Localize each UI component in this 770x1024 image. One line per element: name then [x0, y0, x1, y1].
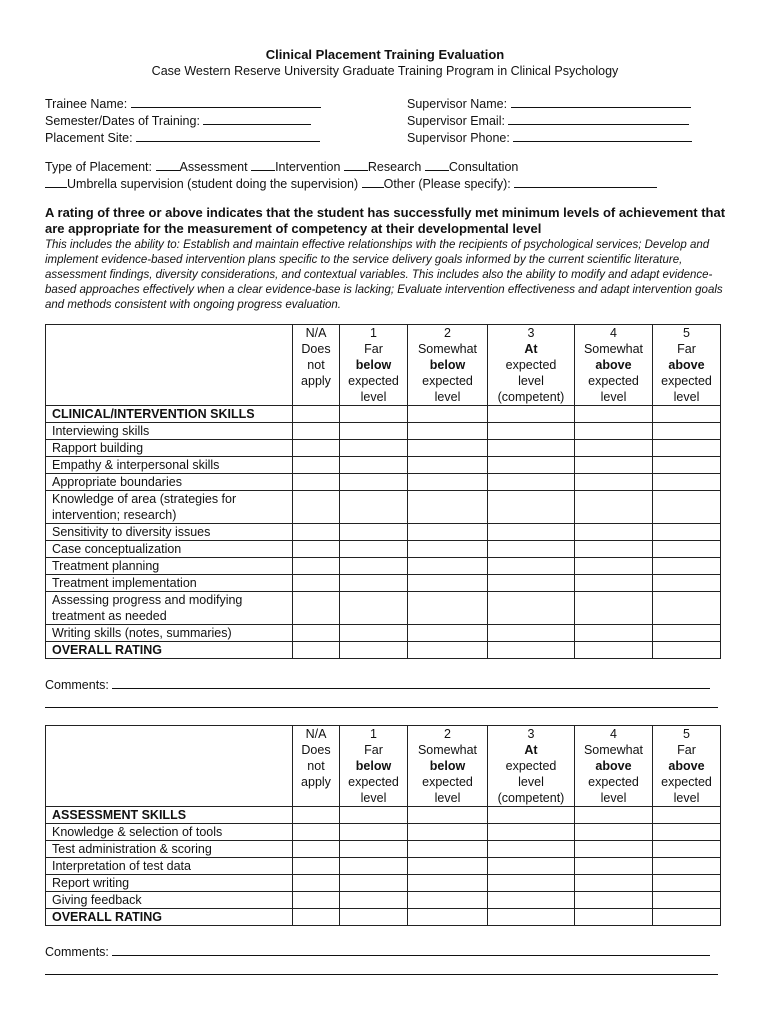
rating-cell[interactable]	[575, 841, 653, 858]
rating-cell[interactable]	[293, 841, 340, 858]
rating-cell[interactable]	[408, 575, 488, 592]
scale-2-header: 2 Somewhat below expected level	[408, 726, 488, 807]
rating-cell[interactable]	[488, 491, 575, 524]
skill-label: Assessing progress and modifying treatment as needed	[46, 592, 293, 625]
rating-cell[interactable]	[653, 406, 721, 423]
rating-cell[interactable]	[575, 524, 653, 541]
skill-label: Rapport building	[46, 440, 293, 457]
trainee-name-field[interactable]	[131, 96, 321, 108]
rating-cell[interactable]	[293, 892, 340, 909]
supervisor-name-label: Supervisor Name:	[407, 97, 508, 111]
rating-cell[interactable]	[653, 491, 721, 524]
table-row	[46, 824, 721, 841]
comments-label: Comments:	[45, 945, 109, 959]
rating-cell[interactable]	[408, 642, 488, 659]
scale-na-header: N/A Does not apply	[293, 726, 340, 807]
supervisor-phone-label: Supervisor Phone:	[407, 131, 510, 145]
table-row	[46, 558, 721, 575]
rating-cell[interactable]	[408, 892, 488, 909]
rating-cell[interactable]	[488, 909, 575, 926]
table-row	[46, 575, 721, 592]
assessment-checkbox[interactable]	[156, 159, 180, 171]
rating-cell[interactable]	[575, 558, 653, 575]
rating-cell[interactable]	[340, 524, 408, 541]
placement-type	[45, 159, 657, 193]
rating-cell[interactable]	[293, 457, 340, 474]
research-option-label: Research	[367, 160, 422, 174]
rating-cell[interactable]	[340, 457, 408, 474]
table-row	[46, 892, 721, 909]
umbrella-checkbox[interactable]	[45, 176, 67, 188]
rating-cell[interactable]	[340, 625, 408, 642]
skill-label: Interviewing skills	[46, 423, 293, 440]
rating-cell[interactable]	[408, 457, 488, 474]
rating-cell[interactable]	[340, 824, 408, 841]
rating-cell[interactable]	[488, 575, 575, 592]
rating-cell[interactable]	[653, 807, 721, 824]
rating-cell[interactable]	[653, 592, 721, 625]
other-checkbox[interactable]	[362, 176, 384, 188]
rating-cell[interactable]	[408, 524, 488, 541]
scale-header-row	[46, 726, 721, 807]
placement-type-label: Type of Placement:	[45, 160, 153, 174]
rating-cell[interactable]	[488, 423, 575, 440]
rating-cell[interactable]	[653, 558, 721, 575]
section-heading-row	[46, 406, 721, 423]
rating-cell[interactable]	[488, 892, 575, 909]
rating-cell[interactable]	[575, 491, 653, 524]
table-row	[46, 625, 721, 642]
overall-rating-row	[46, 909, 721, 926]
supervisor-phone-field[interactable]	[513, 130, 692, 142]
rating-cell[interactable]	[293, 491, 340, 524]
assessment-comments-line[interactable]	[45, 974, 718, 975]
rating-cell[interactable]	[653, 892, 721, 909]
rating-cell[interactable]	[340, 423, 408, 440]
rating-cell[interactable]	[488, 642, 575, 659]
skill-label: Appropriate boundaries	[46, 474, 293, 491]
rating-cell[interactable]	[575, 575, 653, 592]
rating-cell[interactable]	[653, 642, 721, 659]
skill-label: Treatment planning	[46, 558, 293, 575]
scale-4-header: 4 Somewhat above expected level	[575, 325, 653, 406]
rating-cell[interactable]	[653, 625, 721, 642]
rating-cell[interactable]	[408, 858, 488, 875]
table-row	[46, 541, 721, 558]
skill-label: Case conceptualization	[46, 541, 293, 558]
assessment-comments	[45, 944, 710, 959]
rating-cell[interactable]	[408, 909, 488, 926]
rating-cell[interactable]	[488, 524, 575, 541]
rating-cell[interactable]	[488, 858, 575, 875]
table-row	[46, 491, 721, 524]
table-row	[46, 841, 721, 858]
rating-cell[interactable]	[293, 625, 340, 642]
assessment-comments-field[interactable]	[112, 944, 710, 956]
research-checkbox[interactable]	[344, 159, 368, 171]
table-row	[46, 592, 721, 625]
rating-cell[interactable]	[653, 875, 721, 892]
clinical-skills-table	[45, 324, 721, 659]
rating-cell[interactable]	[408, 558, 488, 575]
skill-label: Interpretation of test data	[46, 858, 293, 875]
rating-cell[interactable]	[575, 642, 653, 659]
rating-cell[interactable]	[293, 807, 340, 824]
rating-cell[interactable]	[293, 541, 340, 558]
table-row	[46, 423, 721, 440]
rating-cell[interactable]	[488, 625, 575, 642]
rating-cell[interactable]	[340, 909, 408, 926]
skill-label: Giving feedback	[46, 892, 293, 909]
trainee-name-label: Trainee Name:	[45, 97, 128, 111]
rating-cell[interactable]	[488, 558, 575, 575]
rating-cell[interactable]	[293, 524, 340, 541]
rating-cell[interactable]	[488, 457, 575, 474]
rating-cell[interactable]	[293, 642, 340, 659]
rating-cell[interactable]	[575, 875, 653, 892]
intervention-option-label: Intervention	[275, 160, 341, 174]
competency-description: This includes the ability to: Establish and maintain effective relationships with the recipients of psychological services; Develop and implement evidence-based intervention plans specific to the service delivery goals informed by the current scientific literature, assessment findings, diversity considerations, and contextual variables. This includes also the ability to modify and adapt evidence-based approaches effectively when a clear evidence-base is lacking; Evaluate intervention effectiveness and adapt intervention goals and methods consistent with ongoing progress evaluation.	[45, 239, 723, 311]
skill-label: Sensitivity to diversity issues	[46, 524, 293, 541]
rating-cell[interactable]	[575, 541, 653, 558]
supervisor-name-field[interactable]	[511, 96, 691, 108]
rating-cell[interactable]	[653, 440, 721, 457]
rating-cell[interactable]	[340, 642, 408, 659]
rating-cell[interactable]	[653, 909, 721, 926]
scale-1-header: 1 Far below expected level	[340, 726, 408, 807]
rating-cell[interactable]	[575, 858, 653, 875]
rating-cell[interactable]	[653, 858, 721, 875]
rating-cell[interactable]	[653, 474, 721, 491]
rating-cell[interactable]	[488, 592, 575, 625]
rating-cell[interactable]	[575, 457, 653, 474]
supervisor-email-label: Supervisor Email:	[407, 114, 505, 128]
section-heading-row	[46, 807, 721, 824]
rating-cell[interactable]	[293, 423, 340, 440]
intervention-checkbox[interactable]	[251, 159, 275, 171]
rating-cell[interactable]	[575, 474, 653, 491]
rating-cell[interactable]	[488, 807, 575, 824]
consultation-option-label: Consultation	[448, 160, 519, 174]
table-row	[46, 474, 721, 491]
rating-cell[interactable]	[575, 625, 653, 642]
rating-cell[interactable]	[340, 858, 408, 875]
rating-cell[interactable]	[408, 440, 488, 457]
rating-cell[interactable]	[653, 841, 721, 858]
rating-cell[interactable]	[293, 858, 340, 875]
other-option-label: Other (Please specify):	[383, 177, 511, 191]
rating-cell[interactable]	[408, 875, 488, 892]
rating-cell[interactable]	[340, 440, 408, 457]
rating-cell[interactable]	[653, 524, 721, 541]
consultation-checkbox[interactable]	[425, 159, 449, 171]
rating-cell[interactable]	[575, 807, 653, 824]
comments-label: Comments:	[45, 678, 109, 692]
rating-cell[interactable]	[340, 541, 408, 558]
rating-cell[interactable]	[575, 824, 653, 841]
rating-cell[interactable]	[340, 841, 408, 858]
rating-cell[interactable]	[293, 909, 340, 926]
rating-cell[interactable]	[293, 875, 340, 892]
rating-cell[interactable]	[293, 474, 340, 491]
rating-cell[interactable]	[408, 541, 488, 558]
rating-cell[interactable]	[575, 406, 653, 423]
form-subtitle: Case Western Reserve University Graduate Training Program in Clinical Psychology	[151, 64, 619, 78]
rating-cell[interactable]	[575, 423, 653, 440]
rating-cell[interactable]	[293, 558, 340, 575]
overall-rating-row	[46, 642, 721, 659]
rating-cell[interactable]	[653, 423, 721, 440]
skill-label: Writing skills (notes, summaries)	[46, 625, 293, 642]
scale-3-header: 3 At expected level (competent)	[488, 726, 575, 807]
rating-cell[interactable]	[340, 892, 408, 909]
other-specify-field[interactable]	[514, 176, 657, 188]
skill-label: Test administration & scoring	[46, 841, 293, 858]
assessment-skills-table	[45, 725, 721, 926]
scale-5-header: 5 Far above expected level	[653, 726, 721, 807]
rating-cell[interactable]	[488, 541, 575, 558]
skill-label: Report writing	[46, 875, 293, 892]
rating-cell[interactable]	[340, 474, 408, 491]
placement-site-field[interactable]	[136, 130, 320, 142]
rating-cell[interactable]	[488, 875, 575, 892]
rating-cell[interactable]	[408, 474, 488, 491]
table-row	[46, 524, 721, 541]
supervisor-fields	[407, 96, 692, 147]
semester-label: Semester/Dates of Training:	[45, 114, 200, 128]
rating-cell[interactable]	[575, 892, 653, 909]
rating-cell[interactable]	[340, 592, 408, 625]
scale-5-header: 5 Far above expected level	[653, 325, 721, 406]
rating-cell[interactable]	[293, 824, 340, 841]
rating-cell[interactable]	[408, 824, 488, 841]
trainee-fields	[45, 96, 321, 147]
scale-3-header: 3 At expected level (competent)	[488, 325, 575, 406]
scale-header-row	[46, 325, 721, 406]
clinical-comments	[45, 677, 710, 692]
supervisor-email-field[interactable]	[508, 113, 689, 125]
rating-cell[interactable]	[340, 406, 408, 423]
rating-cell[interactable]	[488, 406, 575, 423]
rating-cell[interactable]	[488, 824, 575, 841]
semester-field[interactable]	[203, 113, 311, 125]
table-row	[46, 875, 721, 892]
rating-cell[interactable]	[408, 423, 488, 440]
clinical-section-heading: CLINICAL/INTERVENTION SKILLS	[46, 406, 293, 423]
form-title: Clinical Placement Training Evaluation	[265, 47, 505, 62]
rating-cell[interactable]	[575, 440, 653, 457]
table-row	[46, 457, 721, 474]
rating-cell[interactable]	[408, 491, 488, 524]
clinical-comments-field[interactable]	[112, 677, 710, 689]
overall-rating-label: OVERALL RATING	[46, 642, 293, 659]
rating-cell[interactable]	[340, 491, 408, 524]
rating-cell[interactable]	[340, 807, 408, 824]
rating-cell[interactable]	[340, 575, 408, 592]
rating-cell[interactable]	[575, 592, 653, 625]
skill-label: Knowledge & selection of tools	[46, 824, 293, 841]
rating-cell[interactable]	[340, 875, 408, 892]
scale-4-header: 4 Somewhat above expected level	[575, 726, 653, 807]
rating-cell[interactable]	[488, 440, 575, 457]
umbrella-option-label: Umbrella supervision (student doing the supervision)	[67, 177, 359, 191]
rating-cell[interactable]	[293, 575, 340, 592]
rating-cell[interactable]	[408, 592, 488, 625]
assessment-section-heading: ASSESSMENT SKILLS	[46, 807, 293, 824]
scale-na-header: N/A Does not apply	[293, 325, 340, 406]
rating-cell[interactable]	[653, 824, 721, 841]
rating-cell[interactable]	[408, 807, 488, 824]
placement-site-label: Placement Site:	[45, 131, 133, 145]
rating-cell[interactable]	[340, 558, 408, 575]
assessment-option-label: Assessment	[179, 160, 248, 174]
rating-cell[interactable]	[653, 575, 721, 592]
rating-cell[interactable]	[575, 909, 653, 926]
rating-cell[interactable]	[293, 440, 340, 457]
rating-cell[interactable]	[653, 541, 721, 558]
skill-label: Empathy & interpersonal skills	[46, 457, 293, 474]
scale-2-header: 2 Somewhat below expected level	[408, 325, 488, 406]
scale-1-header: 1 Far below expected level	[340, 325, 408, 406]
rating-cell[interactable]	[408, 625, 488, 642]
rating-cell[interactable]	[488, 841, 575, 858]
table-row	[46, 440, 721, 457]
rating-criteria-statement: A rating of three or above indicates that the student has successfully met minimum levels of achievement that are appropriate for the measurement of competency at their developmental level	[45, 205, 726, 236]
table-row	[46, 858, 721, 875]
rating-cell[interactable]	[653, 457, 721, 474]
clinical-comments-line[interactable]	[45, 707, 718, 708]
rating-cell[interactable]	[293, 592, 340, 625]
skill-label: Treatment implementation	[46, 575, 293, 592]
rating-cell[interactable]	[408, 406, 488, 423]
skill-header-cell	[46, 325, 293, 406]
overall-rating-label: OVERALL RATING	[46, 909, 293, 926]
rating-cell[interactable]	[293, 406, 340, 423]
rating-cell[interactable]	[488, 474, 575, 491]
skill-header-cell	[46, 726, 293, 807]
skill-label: Knowledge of area (strategies for intervention; research)	[46, 491, 293, 524]
rating-cell[interactable]	[408, 841, 488, 858]
